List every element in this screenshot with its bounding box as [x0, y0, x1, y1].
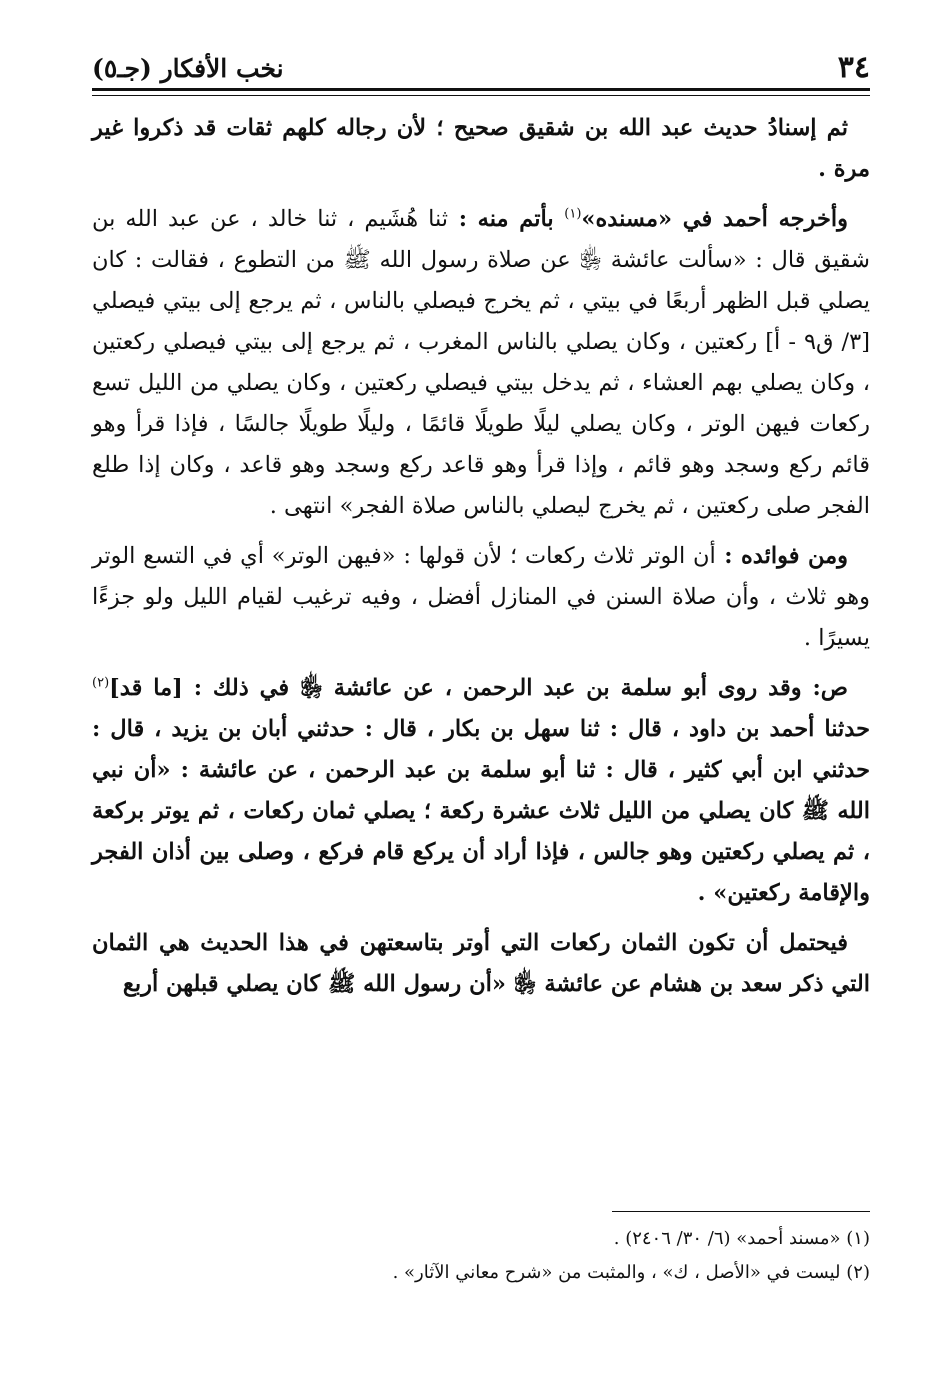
footnote: (٢) ليست في «الأصل ، ك» ، والمثبت من «شرح معاني الآثار» .: [392, 1262, 870, 1283]
paragraph: [92, 668, 870, 914]
header-rule: [92, 88, 870, 91]
text-run: ثم إسنادُ حديث عبد الله بن شقيق صحيح ؛ لأن رجاله كلهم ثقات قد ذكروا غير مرة .: [92, 115, 870, 182]
footnote-marker[interactable]: (٢): [92, 675, 110, 691]
text-run: ثنا هُشَيم ، ثنا خالد ، عن عبد الله بن شقيق قال : «سألت عائشة ﵂ عن صلاة رسول الله ﷺ من التطوع ، فقالت : كان يصلي قبل الظهر أربعًا في بيتي ، ثم يخرج فيصلي بالناس ، ثم يرجع إلى بيتي فيصلي [٣/ ق٩ - أ] ركعتين ، وكان يصلي بالناس المغرب ، ثم يرجع إلى بيتي فيصلي ركعتين ، وكان يصلي بهم العشاء ، ثم يدخل بيتي فيصلي ركعتين ، وكان يصلي من الليل تسع ركعات فيهن الوتر ، وكان يصلي ليلًا طويلًا قائمًا ، وليلًا طويلًا جالسًا ، فإذا قرأ وهو قائم ركع وسجد وهو قائم ، وإذا قرأ وهو قاعد ركع وسجد وهو قاعد ، وكان إذا طلع الفجر صلى ركعتين ، ثم يخرج ليصلي بالناس صلاة الفجر» انتهى .: [92, 206, 870, 519]
text-run: ومن فوائده :: [715, 543, 848, 569]
main-text: [92, 108, 870, 1014]
text-run: وأخرجه أحمد في «مسنده»: [581, 206, 848, 232]
footnotes: [92, 1222, 870, 1290]
text-run: حدثنا أحمد بن داود ، قال : ثنا سهل بن بكار ، قال : حدثني أبان بن يزيد ، قال : حدثني ابن أبي كثير ، قال : ثنا أبو سلمة بن عبد الرحمن ، عن عائشة : «أن نبي الله ﷺ كان يصلي من الليل ثلاث عشرة ركعة ؛ يصلي ثمان ركعات ، ثم يوتر بركعة ، ثم يصلي ركعتين وهو جالس ، فإذا أراد أن يركع قام فركع ، وصلى بين أذان الفجر والإقامة ركعتين» .: [92, 716, 870, 906]
text-run: فيحتمل أن تكون الثمان ركعات التي أوتر بتاسعتهن في هذا الحديث هي الثمان التي ذكر سعد بن هشام عن عائشة ﵂ «أن رسول الله ﷺ كان يصلي قبلهن أربع: [92, 930, 870, 997]
text-run: بأتم منه :: [448, 206, 565, 232]
footnote: (١) «مسند أحمد» (٦/ ٣٠/ ٢٤٠٦) .: [613, 1228, 870, 1249]
running-title: نخب الأفكار (جـ٥): [92, 54, 284, 83]
footnote-separator: [612, 1211, 870, 1212]
text-run: أن الوتر ثلاث ركعات ؛ لأن قولها : «فيهن الوتر» أي في التسع الوتر وهو ثلاث ، وأن صلاة السنن في المنازل أفضل ، وفيه ترغيب لقيام الليل ولو جزءًا يسيرًا .: [92, 543, 870, 651]
paragraph: [92, 923, 870, 1005]
paragraph: [92, 199, 870, 527]
page-header: [92, 46, 870, 86]
footnote-marker[interactable]: (١): [564, 206, 582, 222]
text-run: ص: وقد روى أبو سلمة بن عبد الرحمن ، عن عائشة ﵂ في ذلك : [ما قد]: [109, 675, 848, 701]
paragraph: [92, 108, 870, 190]
page-number: ٣٤: [837, 50, 870, 85]
header-rule-thin: [92, 95, 870, 96]
paragraph: [92, 536, 870, 659]
